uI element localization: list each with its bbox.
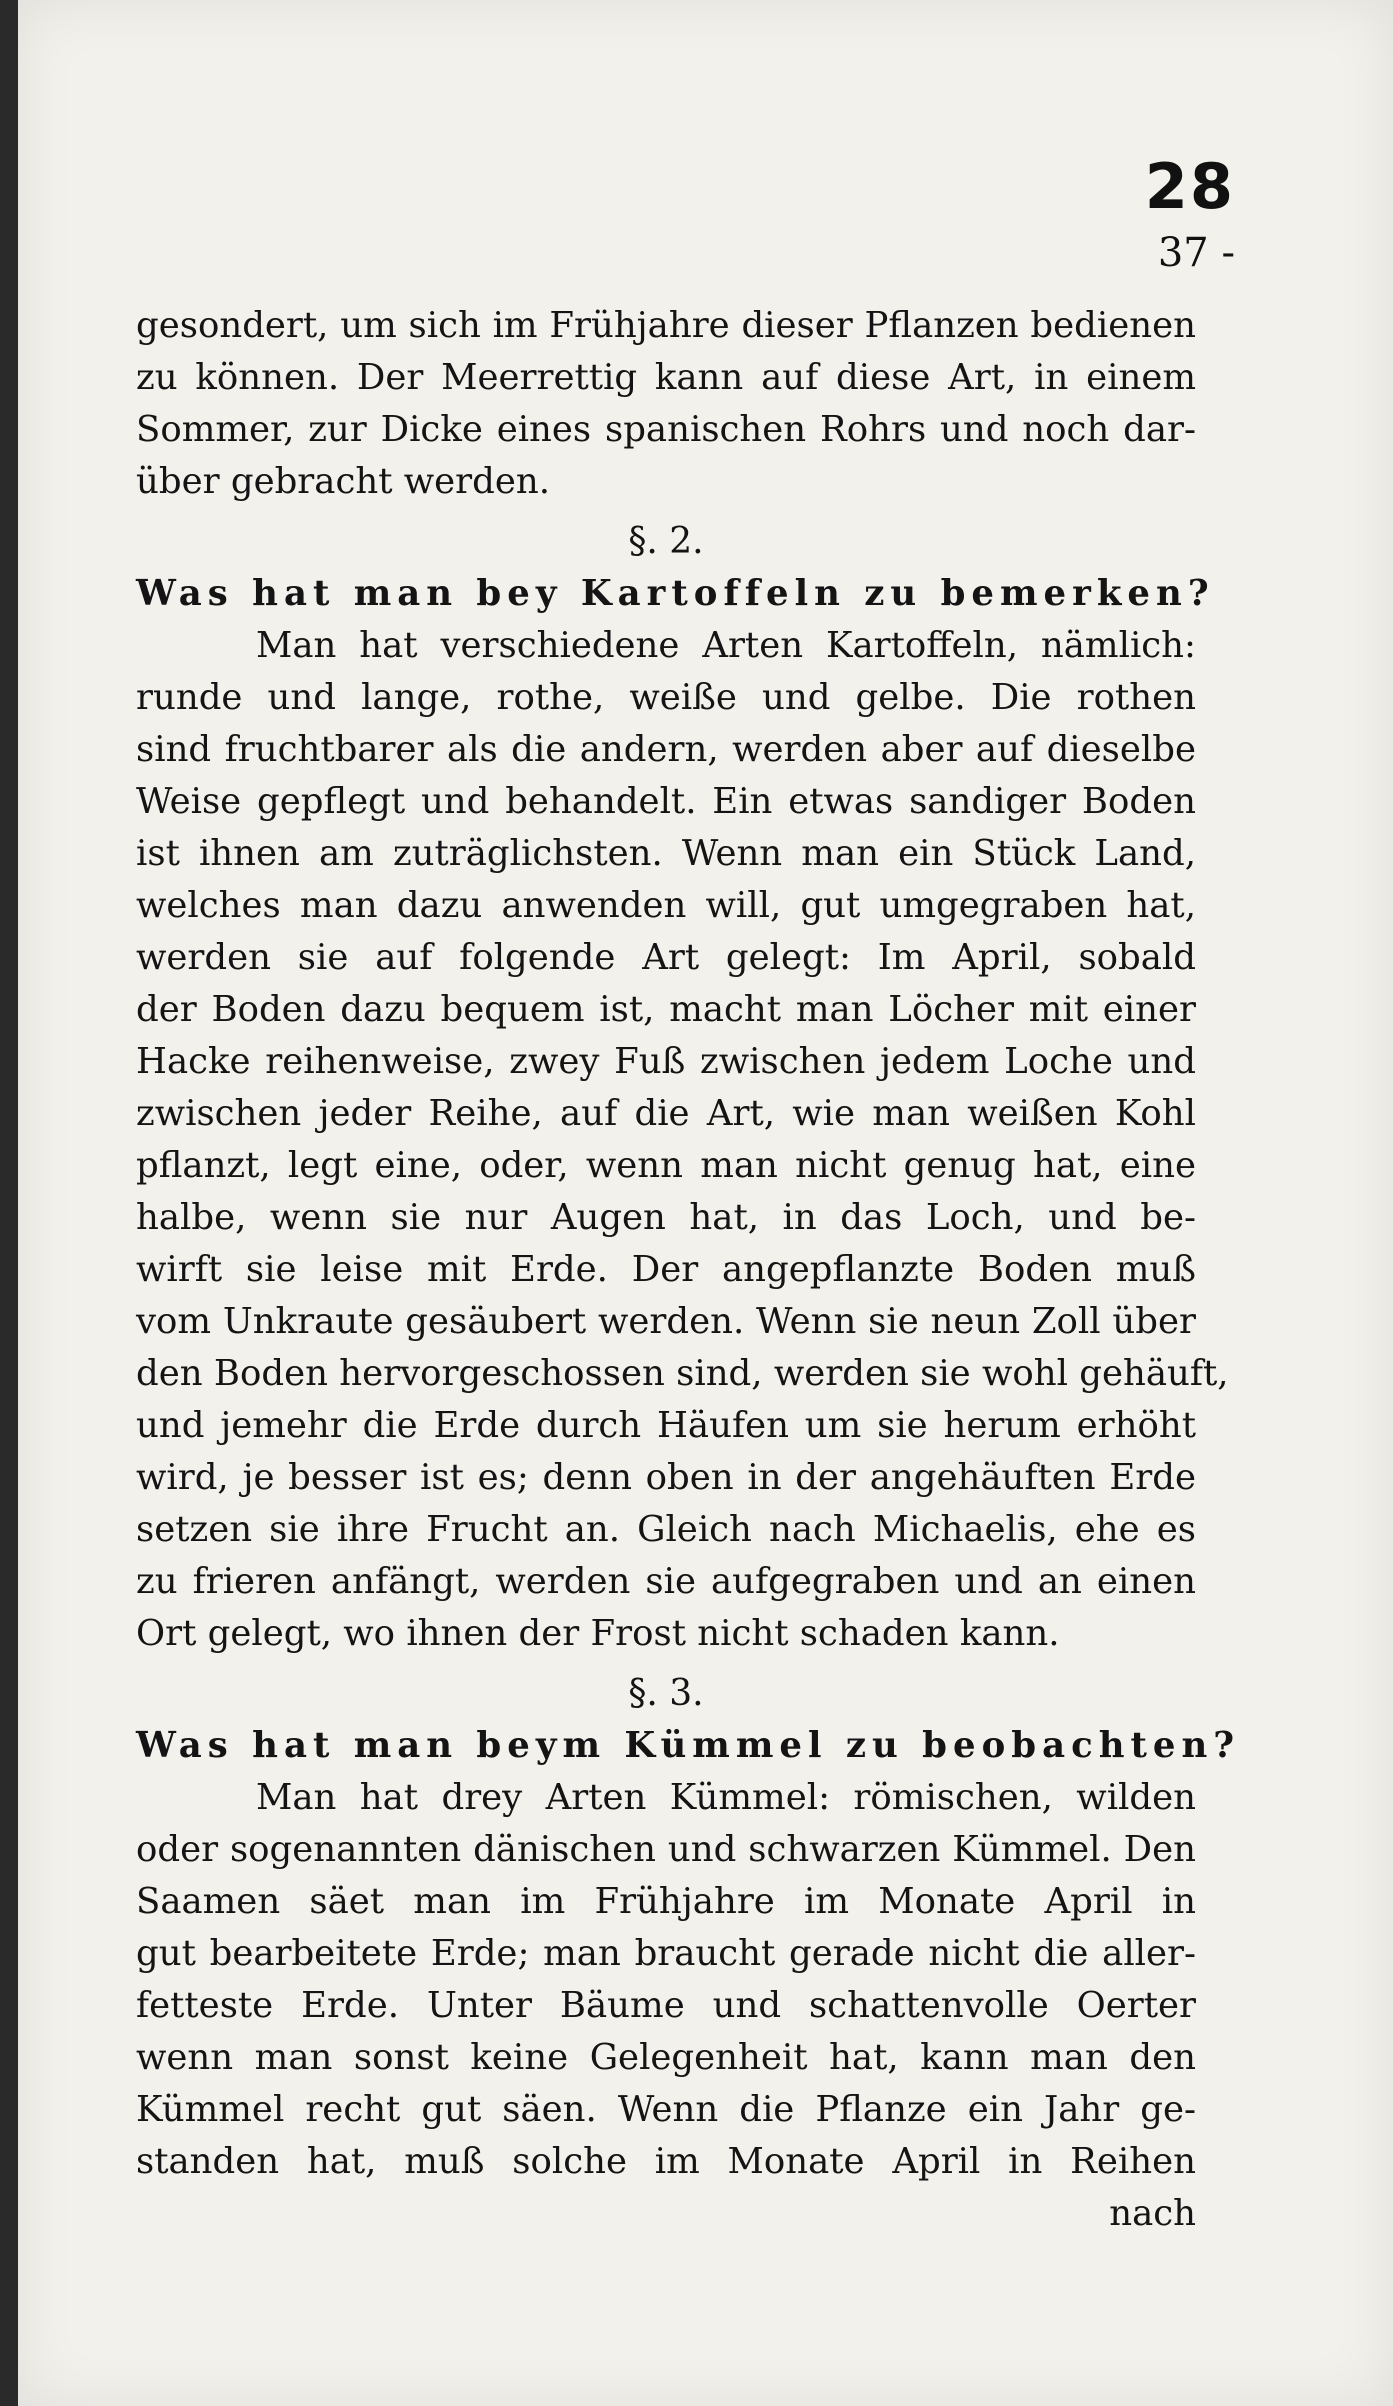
text-line: Man hat verschiedene Arten Kartoffeln, nämlich: — [256, 625, 1196, 666]
text-line: pflanzt, legt eine, oder, wenn man nicht genug hat, eine — [136, 1145, 1196, 1186]
text-line: gut bearbeitete Erde; man braucht gerade nicht die aller- — [136, 1933, 1196, 1974]
text-line: zu frieren anfängt, werden sie aufgegraben und an einen — [136, 1561, 1196, 1602]
text-line: vom Unkraute gesäubert werden. Wenn sie neun Zoll über — [136, 1301, 1196, 1342]
text-line: halbe, wenn sie nur Augen hat, in das Loch, und be- — [136, 1197, 1196, 1238]
text-line: standen hat, muß solche im Monate April in Reihen — [136, 2141, 1196, 2182]
section-number: §. 3. — [628, 1673, 704, 1714]
document-page — [18, 0, 1393, 2406]
text-line: Man hat drey Arten Kümmel: römischen, wilden — [256, 1777, 1196, 1818]
text-line: wird, je besser ist es; denn oben in der angehäuften Erde — [136, 1457, 1196, 1498]
section-number: §. 2. — [628, 521, 704, 562]
text-line: zwischen jeder Reihe, auf die Art, wie man weißen Kohl — [136, 1093, 1196, 1134]
text-line: Sommer, zur Dicke eines spanischen Rohrs und noch dar- — [136, 409, 1196, 450]
text-line: der Boden dazu bequem ist, macht man Löcher mit einer — [136, 989, 1196, 1030]
text-line: Kümmel recht gut säen. Wenn die Pflanze ein Jahr ge- — [136, 2089, 1196, 2130]
text-line: und jemehr die Erde durch Häufen um sie herum erhöht — [136, 1405, 1196, 1446]
text-line: Weise gepflegt und behandelt. Ein etwas sandiger Boden — [136, 781, 1196, 822]
text-line: über gebracht werden. — [136, 461, 550, 502]
text-line: gesondert, um sich im Frühjahre dieser Pflanzen bedienen — [136, 305, 1196, 346]
section-heading: Was hat man beym Kümmel zu beobachten? — [136, 1725, 1241, 1766]
text-line: oder sogenannten dänischen und schwarzen Kümmel. Den — [136, 1829, 1196, 1870]
text-line: wirft sie leise mit Erde. Der angepflanzte Boden muß — [136, 1249, 1196, 1290]
text-line: den Boden hervorgeschossen sind, werden sie wohl gehäuft, — [136, 1353, 1229, 1394]
page-number: 37 - — [1157, 230, 1235, 276]
text-line: Saamen säet man im Frühjahre im Monate April in — [136, 1881, 1196, 1922]
text-line: sind fruchtbarer als die andern, werden aber auf dieselbe — [136, 729, 1196, 770]
text-line: setzen sie ihre Frucht an. Gleich nach Michaelis, ehe es — [136, 1509, 1196, 1550]
section-heading: Was hat man bey Kartoffeln zu bemerken? — [136, 573, 1215, 614]
text-line: welches man dazu anwenden will, gut umgegraben hat, — [136, 885, 1196, 926]
text-line: Hacke reihenweise, zwey Fuß zwischen jedem Loche und — [136, 1041, 1196, 1082]
text-line: wenn man sonst keine Gelegenheit hat, kann man den — [136, 2037, 1196, 2078]
body-text — [136, 300, 1241, 2240]
text-line: fetteste Erde. Unter Bäume und schattenvolle Oerter — [136, 1985, 1196, 2026]
text-line: runde und lange, rothe, weiße und gelbe. Die rothen — [136, 677, 1196, 718]
archive-stamp-number: 28 — [1144, 150, 1235, 223]
text-line: Ort gelegt, wo ihnen der Frost nicht schaden kann. — [136, 1613, 1060, 1654]
text-line: werden sie auf folgende Art gelegt: Im April, sobald — [136, 937, 1196, 978]
text-line: nach — [1109, 2193, 1196, 2234]
text-line: ist ihnen am zuträglichsten. Wenn man ein Stück Land, — [136, 833, 1196, 874]
text-line: zu können. Der Meerrettig kann auf diese Art, in einem — [136, 357, 1196, 398]
